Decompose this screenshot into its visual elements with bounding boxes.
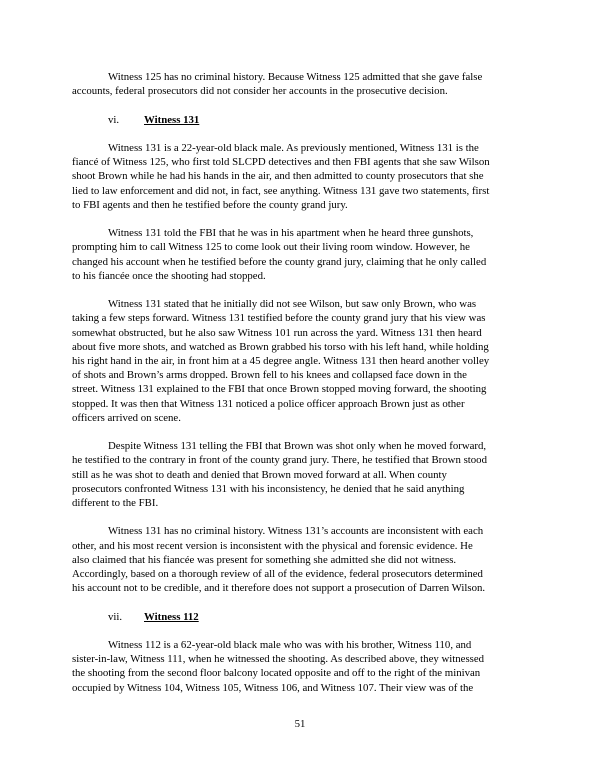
- text-line: the shooting from the second floor balcony located opposite and off to the right of the minivan: [72, 667, 481, 680]
- section-title: Witness 131: [144, 113, 200, 126]
- text-line: stopped. It was then that Witness 131 noticed a police officer approach Brown just as other: [72, 397, 465, 410]
- text-line: officers arrived on scene.: [72, 411, 181, 424]
- text-line: Despite Witness 131 telling the FBI that Brown was shot only when he moved forward,: [108, 440, 487, 453]
- text-line: shoot Brown while he had his hands in the air, and then admitted to county prosecutors that she: [72, 170, 484, 183]
- text-line: sister-in-law, Witness 111, when he witnessed the shooting. As described above, they witnessed: [72, 653, 485, 666]
- section-heading-witness-112: [72, 610, 527, 624]
- text-line: his account not to be credible, and it therefore does not support a prosecution of Darren Wilson.: [72, 582, 486, 595]
- text-line: also claimed that his fiancée was present for something she admitted she did not witness.: [72, 553, 457, 566]
- text-line: somewhat obstructed, but he also saw Witness 101 run across the yard. Witness 131 then heard: [72, 326, 482, 339]
- paragraph-witness-131-observations: [72, 297, 527, 425]
- text-line: street. Witness 131 explained to the FBI that once Brown stopped moving forward, the shooting: [72, 383, 487, 396]
- text-line: to FBI agents and then he testified before the county grand jury.: [72, 198, 348, 211]
- text-line: to his fiancée once the shooting had stopped.: [72, 269, 266, 282]
- text-line: Witness 131 stated that he initially did not see Wilson, but saw only Brown, who was: [108, 298, 477, 311]
- text-line: Witness 131 has no criminal history. Witness 131’s accounts are inconsistent with each: [108, 525, 484, 538]
- section-number: vii.: [108, 610, 123, 623]
- page-number: 51: [294, 718, 306, 730]
- text-line: changed his account when he testified before the county grand jury, claiming that he only called: [72, 255, 487, 268]
- text-line: different to the FBI.: [72, 497, 159, 509]
- text-line: his right hand in the air, in front him at a 45 degree angle. Witness 131 then heard another volley: [72, 354, 490, 367]
- section-number: vi.: [108, 113, 120, 126]
- paragraph-witness-131-intro: [72, 141, 527, 212]
- text-line: lied to law enforcement and did not, in fact, see anything. Witness 131 gave two statements, first: [72, 184, 490, 197]
- text-line: still as he was shot to death and denied that Brown moved forward at all. When county: [72, 468, 447, 481]
- text-line: Witness 125 has no criminal history. Because Witness 125 admitted that she gave false: [108, 71, 483, 83]
- text-line: occupied by Witness 104, Witness 105, Witness 106, and Witness 107. Their view was of the: [72, 681, 474, 694]
- text-line: prompting him to call Witness 125 to come look out their living room window. However, he: [72, 241, 470, 254]
- text-line: Accordingly, based on a thorough review of all of the evidence, federal prosecutors determined: [72, 568, 483, 580]
- text-line: accounts, federal prosecutors did not consider her accounts in the prosecutive decision.: [72, 85, 448, 98]
- section-heading-witness-131: [72, 113, 527, 127]
- text-line: prosecutors confronted Witness 131 with his inconsistency, he denied that he said anything: [72, 482, 465, 495]
- paragraph-witness-131-grand-jury: [72, 439, 527, 510]
- document-page: [72, 70, 527, 709]
- paragraph-witness-131-conclusion: [72, 524, 527, 595]
- section-title: Witness 112: [144, 610, 199, 623]
- paragraph-witness-112-intro: [72, 638, 527, 695]
- paragraph-witness-125-criminal-history: [72, 70, 527, 98]
- text-line: about five more shots, and watched as Brown grabbed his torso with his left hand, while holding: [72, 340, 489, 353]
- text-line: Witness 131 is a 22-year-old black male. As previously mentioned, Witness 131 is the: [108, 141, 479, 154]
- paragraph-witness-131-fbi-account: [72, 226, 527, 283]
- text-line: taking a few steps forward. Witness 131 testified before the county grand jury that his view was: [72, 312, 486, 325]
- text-line: he testified to the contrary in front of the county grand jury. There, he testified that Brown stood: [72, 454, 487, 467]
- text-line: of shots and Brown’s arms dropped. Brown fell to his knees and collapsed face down in the: [72, 369, 467, 382]
- text-line: Witness 131 told the FBI that he was in his apartment when he heard three gunshots,: [108, 227, 474, 240]
- text-line: fiancé of Witness 125, who first told SLCPD detectives and then FBI agents that she saw Wilson: [72, 156, 490, 169]
- text-line: Witness 112 is a 62-year-old black male who was with his brother, Witness 110, and: [108, 638, 472, 651]
- text-line: other, and his most recent version is inconsistent with the physical and forensic evidence. He: [72, 539, 473, 552]
